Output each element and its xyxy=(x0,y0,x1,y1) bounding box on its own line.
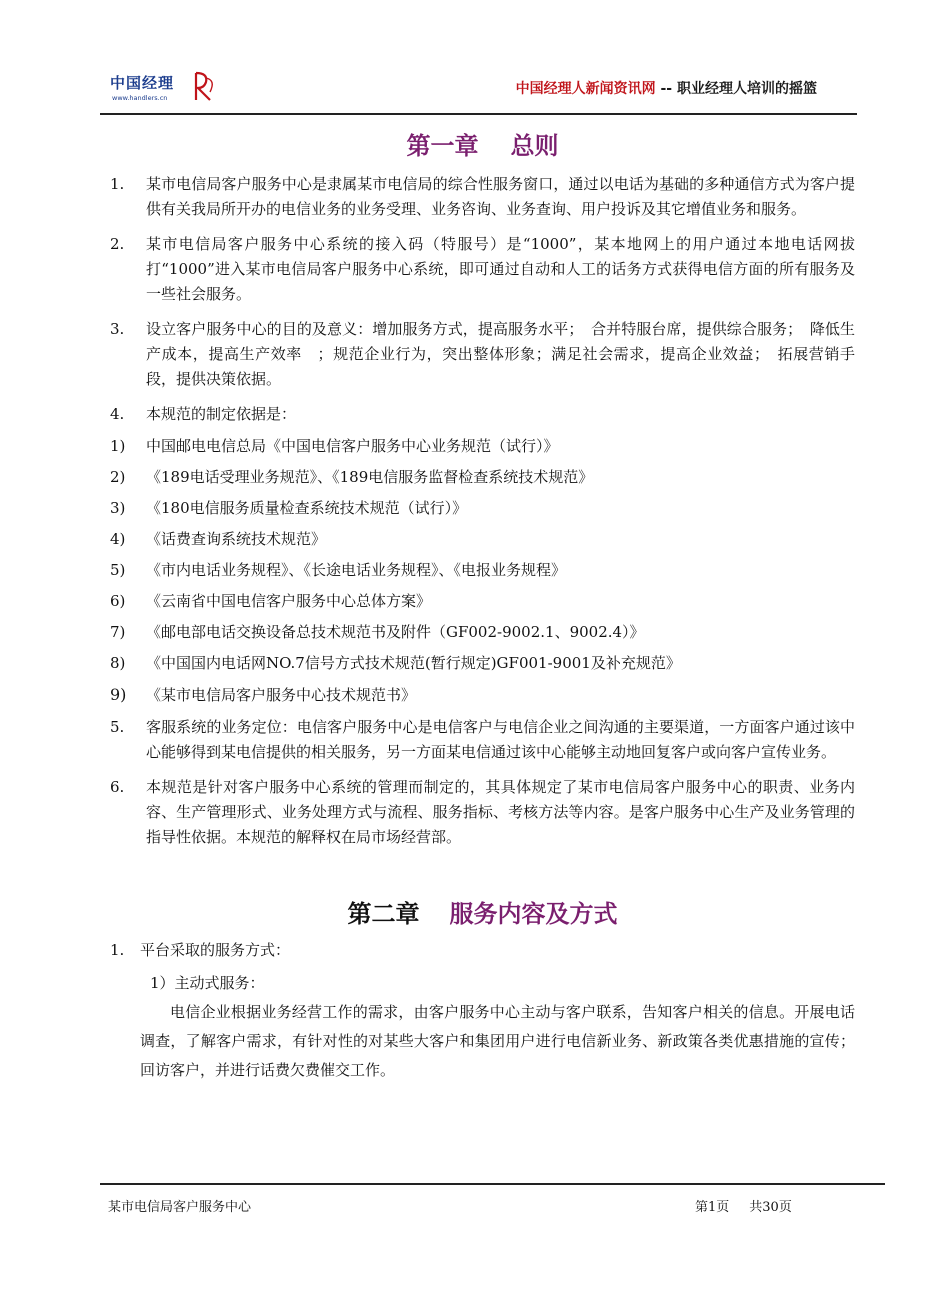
basis-item: 6) 《云南省中国电信客户服务中心总体方案》 xyxy=(110,592,432,610)
paragraph: 电信企业根据业务经营工作的需求，由客户服务中心主动与客户联系，告知客户相关的信息。开展电话调查，了解客户需求，有针对性的对某些大客户和集团用户进行电信新业务、新政策各类优惠措施的宣传；回访客户，并进行话费欠费催交工作。 xyxy=(140,1003,855,1079)
subsection-label: 1）主动式服务： xyxy=(150,974,265,992)
basis-item: 2) 《189电话受理业务规范》、《189电信服务监督检查系统技术规范》 xyxy=(110,468,594,486)
chapter-2-number: 第二章 xyxy=(347,899,420,928)
list-item: 5. 客服系统的业务定位：电信客户服务中心是电信客户与电信企业之间沟通的主要渠道，一方面客户通过该中心能够得到某电信提供的相关服务，另一方面某电信通过该中心能够主动地回复客户或向客户宣传业务。 xyxy=(110,718,855,761)
basis-item: 4) 《话费查询系统技术规范》 xyxy=(110,530,327,548)
footer-divider xyxy=(100,1183,885,1185)
page-header xyxy=(100,66,857,116)
basis-item: 9) 《某市电信局客户服务中心技术规范书》 xyxy=(110,685,417,704)
slogan-separator: -- xyxy=(660,81,673,97)
list-item: 3. 设立客户服务中心的目的及意义：增加服务方式，提高服务水平； 合并特服台席，提供综合服务； 降低生产成本，提高生产效率 ；规范企业行为，突出整体形象；满足社会需求，提高企业效益； 拓展营销手段，提供决策依据。 xyxy=(110,320,855,388)
basis-item: 5) 《市内电话业务规程》、《长途电话业务规程》、《电报业务规程》 xyxy=(110,561,567,579)
basis-item: 8) 《中国国内电话网NO.7信号方式技术规范(暂行规定)GF001-9001及补充规范》 xyxy=(110,654,681,672)
list-item: 2. 某市电信局客户服务中心系统的接入码（特服号）是“1000”，某本地网上的用户通过本地电话网拔打“1000”进入某市电信局客户服务中心系统，即可通过自动和人工的话务方式获得电信方面的所有服务及一些社会服务。 xyxy=(110,235,855,303)
page-number: 第1页 xyxy=(695,1200,730,1215)
header-slogan xyxy=(516,78,817,98)
basis-item: 7) 《邮电部电话交换设备总技术规范书及附件（GF002-9002.1、9002.4）》 xyxy=(110,623,645,641)
basis-list xyxy=(110,431,855,711)
slogan-tagline: 职业经理人培训的摇篮 xyxy=(677,81,817,97)
list-item: 6. 本规范是针对客户服务中心系统的管理而制定的，其具体规定了某市电信局客户服务中心的职责、业务内容、生产管理形式、业务处理方式与流程、服务指标、考核方法等内容。是客户服务中心生产及业务管理的指导性依据。本规范的解释权在局市场经营部。 xyxy=(110,778,855,846)
chapter-1-number: 第一章 xyxy=(406,131,479,160)
chapter-1-title: 总则 xyxy=(510,131,559,160)
page-total: 共30页 xyxy=(749,1200,792,1215)
list-item: 1. 平台采取的服务方式： xyxy=(110,941,291,959)
chapter-2-heading xyxy=(110,896,855,932)
logo xyxy=(110,72,220,112)
slogan-site: 中国经理人新闻资讯网 xyxy=(515,81,656,97)
basis-item: 1) 中国邮电电信总局《中国电信客户服务中心业务规范（试行）》 xyxy=(110,437,559,455)
logo-url: www.handlers.cn xyxy=(112,94,168,102)
logo-text: 中国经理 xyxy=(110,74,175,92)
chapter-1-heading xyxy=(110,128,855,164)
logo-mark-icon xyxy=(192,70,218,104)
list-item: 4. 本规范的制定依据是： xyxy=(110,405,297,423)
header-divider xyxy=(100,113,857,115)
footer-org: 某市电信局客户服务中心 xyxy=(108,1200,252,1215)
list-item: 1. 某市电信局客户服务中心是隶属某市电信局的综合性服务窗口，通过以电话为基础的多种通信方式为客户提供有关我局所开办的电信业务的业务受理、业务咨询、业务查询、用户投诉及其它增值业务和服务。 xyxy=(110,175,855,218)
basis-item: 3) 《180电信服务质量检查系统技术规范（试行）》 xyxy=(110,499,468,517)
document-body xyxy=(110,128,855,1085)
chapter-2-title: 服务内容及方式 xyxy=(449,899,618,928)
footer-pagination xyxy=(695,1196,792,1215)
